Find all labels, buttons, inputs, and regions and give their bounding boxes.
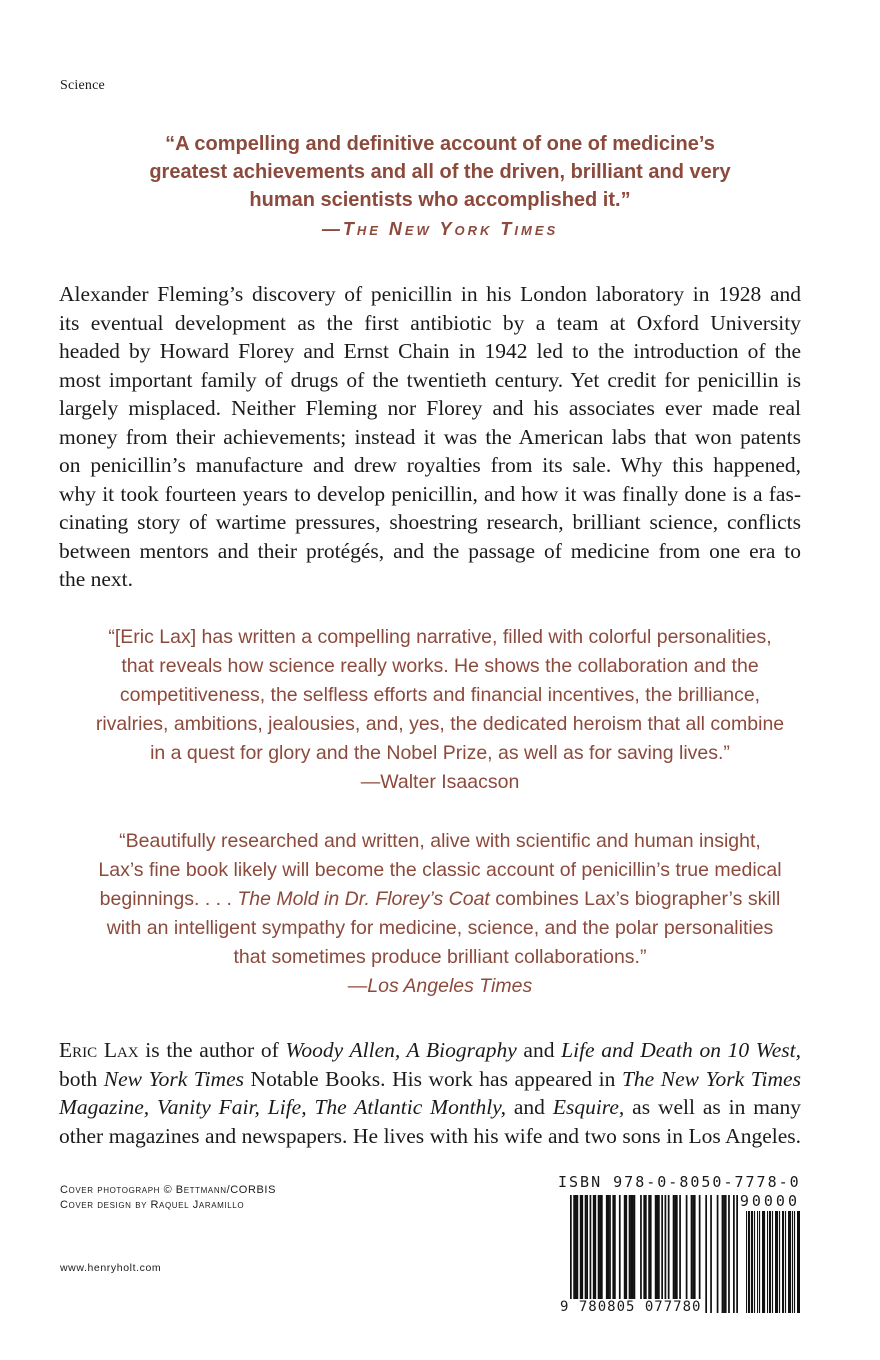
addon-bar: [789, 1211, 790, 1313]
ean-bar: [658, 1195, 660, 1313]
addon-bar: [790, 1211, 791, 1313]
author-name: Eric Lax: [59, 1038, 139, 1062]
top-quote-line: “A compelling and definitive account of one of medicine’s: [165, 133, 715, 155]
ean-bar: [614, 1195, 616, 1313]
ean-bar: [728, 1195, 730, 1313]
addon-bar: [746, 1211, 747, 1313]
ean-bar: [661, 1195, 663, 1313]
addon-bar: [748, 1211, 749, 1313]
ean-bar: [686, 1195, 688, 1313]
blurb-line: its eventual development as the first antibiotic by a team at Oxford University: [59, 310, 801, 335]
ean-bar: [673, 1195, 675, 1313]
book-title: The Mold in Dr. Florey’s Coat: [237, 888, 490, 910]
ean-bar: [692, 1195, 694, 1313]
ean-bar: [624, 1195, 626, 1313]
addon-bar: [788, 1211, 789, 1313]
ean-bar: [733, 1195, 735, 1313]
quote-line: in a quest for glory and the Nobel Prize, as well as for saving lives.”: [150, 742, 730, 764]
addon-bar: [799, 1211, 800, 1313]
quote-attribution: —Los Angeles Times: [347, 975, 533, 997]
quote-la-times: [40, 830, 840, 1010]
bio-line: Magazine, Vanity Fair, Life, The Atlantic Monthly, and Esquire, as well as in many: [59, 1095, 802, 1119]
ean-bar: [725, 1195, 727, 1313]
quote-line: with an intelligent sympathy for medicine, science, and the polar personalities: [106, 917, 774, 939]
ean-bar: [619, 1195, 621, 1313]
ean-bar: [640, 1195, 642, 1313]
quote-isaacson: [40, 626, 840, 806]
blurb-line: money from their achievements; instead it was the American labs that won patents: [59, 424, 801, 449]
addon-bar: [783, 1211, 784, 1313]
addon-bar: [754, 1211, 755, 1313]
blurb-line: on penicillin’s manufacture and drew royalties from its sale. Why this happened,: [59, 453, 801, 477]
ean-bar: [570, 1195, 572, 1313]
ean-bar: [674, 1195, 676, 1313]
addon-bar: [782, 1211, 783, 1313]
ean-bar: [625, 1195, 627, 1313]
addon-bar: [759, 1211, 760, 1313]
addon-bar: [757, 1211, 758, 1313]
ean-bar: [577, 1195, 579, 1313]
barcode-bars: [558, 1173, 800, 1318]
addon-bar: [767, 1211, 768, 1313]
ean-bar: [575, 1195, 577, 1313]
barcode: [558, 1173, 800, 1318]
ean-bar: [655, 1195, 657, 1313]
ean-bar: [630, 1195, 632, 1313]
ean-bar: [665, 1195, 667, 1313]
category-label: Science: [60, 78, 105, 93]
ean-bar: [599, 1195, 601, 1313]
addon-bar: [777, 1211, 778, 1313]
blurb-line: most important family of drugs of the twentieth century. Yet credit for penicillin is: [59, 367, 801, 392]
ean-bar: [590, 1195, 592, 1313]
author-bio: [59, 1038, 801, 1158]
blurb-line: why it took fourteen years to develop penicillin, and how it was finally done is a fas-: [59, 481, 801, 506]
ean-bar: [601, 1195, 603, 1313]
addon-bar: [797, 1211, 798, 1313]
blurb-line: Alexander Fleming’s discovery of penicillin in his London laboratory in 1928 and: [59, 282, 801, 306]
bio-line: Eric Lax is the author of Woody Allen, A Biography and Life and Death on 10 West,: [59, 1038, 801, 1062]
ean-bar: [676, 1195, 678, 1313]
design-credit: Cover design by Raquel Jaramillo: [60, 1199, 245, 1211]
quote-line: “[Eric Lax] has written a compelling narrative, filled with colorful personalities,: [108, 626, 772, 648]
ean-bar: [580, 1195, 582, 1313]
ean-digits: 9 780805 077780: [560, 1299, 702, 1315]
ean-bar: [629, 1195, 631, 1313]
addon-bar: [772, 1211, 773, 1313]
photo-credit: Cover photograph © Bettmann/CORBIS: [60, 1184, 277, 1196]
ean-bar: [650, 1195, 652, 1313]
quote-attribution: —Walter Isaacson: [360, 771, 520, 793]
ean-bar: [679, 1195, 681, 1313]
addon-bar: [775, 1211, 776, 1313]
ean-bar: [736, 1195, 738, 1313]
ean-bar: [581, 1195, 583, 1313]
ean-bar: [717, 1195, 719, 1313]
ean-bar: [723, 1195, 725, 1313]
quote-line: beginnings. . . . The Mold in Dr. Florey’s Coat combines Lax’s biographer’s skill: [99, 888, 781, 910]
blurb-line: cinating story of wartime pressures, shoestring research, brilliant science, conflicts: [59, 510, 801, 534]
top-quote-line: human scientists who accomplished it.”: [249, 189, 631, 211]
blurb-line: headed by Howard Florey and Ernst Chain in 1942 led to the introduction of the: [59, 339, 801, 363]
top-quote: [70, 134, 810, 244]
addon-bar: [751, 1211, 752, 1313]
ean-bar: [634, 1195, 636, 1313]
ean-bar: [694, 1195, 696, 1313]
quote-line: competitiveness, the selfless efforts and financial incentives, the brilliance,: [119, 684, 761, 706]
isbn-text: ISBN 978-0-8050-7778-0: [558, 1173, 801, 1191]
top-quote-attribution: —The New York Times: [321, 219, 559, 239]
quote-line: Lax’s fine book likely will become the classic account of penicillin’s true medical: [98, 859, 782, 881]
ean-bar: [668, 1195, 670, 1313]
addon-bar: [792, 1211, 793, 1313]
addon-bar: [752, 1211, 753, 1313]
publisher-website: www.henryholt.com: [60, 1262, 162, 1274]
price-code: 90000: [739, 1192, 800, 1210]
ean-bar: [699, 1195, 701, 1313]
ean-bar: [691, 1195, 693, 1313]
blurb-line: largely misplaced. Neither Fleming nor Florey and his associates ever made real: [59, 396, 801, 420]
ean-bar: [632, 1195, 634, 1313]
ean-bar: [643, 1195, 645, 1313]
ean-bar: [593, 1195, 595, 1313]
addon-bar: [764, 1211, 765, 1313]
addon-bar: [769, 1211, 770, 1313]
quote-line: rivalries, ambitions, jealousies, and, yes, the dedicated heroism that all combine: [95, 713, 785, 735]
ean-bar: [606, 1195, 608, 1313]
quote-line: that sometimes produce brilliant collaborations.”: [233, 946, 647, 968]
ean-bar: [722, 1195, 724, 1313]
blurb-line: the next.: [59, 567, 134, 591]
ean-bar: [710, 1195, 712, 1313]
ean-bar: [648, 1195, 650, 1313]
ean-bar: [607, 1195, 609, 1313]
ean-bar: [594, 1195, 596, 1313]
top-quote-line: greatest achievements and all of the driven, brilliant and very: [149, 161, 731, 183]
addon-bar: [776, 1211, 777, 1313]
addon-bar: [770, 1211, 771, 1313]
addon-bar: [779, 1211, 780, 1313]
addon-bar: [785, 1211, 786, 1313]
ean-bar: [705, 1195, 707, 1313]
bio-line: both New York Times Notable Books. His work has appeared in The New York Times: [59, 1066, 801, 1091]
ean-bar: [573, 1195, 575, 1313]
ean-bar: [645, 1195, 647, 1313]
ean-bar: [586, 1195, 588, 1313]
blurb-line: between mentors and their protégés, and the passage of medicine from one era to: [59, 538, 801, 563]
ean-bar: [612, 1195, 614, 1313]
book-blurb: [59, 282, 801, 592]
addon-bar: [763, 1211, 764, 1313]
ean-bar: [609, 1195, 611, 1313]
addon-bar: [798, 1211, 799, 1313]
quote-line: that reveals how science really works. He shows the collaboration and the: [121, 655, 759, 677]
ean-bar: [585, 1195, 587, 1313]
bio-line: other magazines and newspapers. He lives with his wife and two sons in Los Angeles.: [59, 1123, 801, 1148]
ean-bar: [656, 1195, 658, 1313]
addon-bar: [762, 1211, 763, 1313]
addon-bar: [749, 1211, 750, 1313]
quote-line: “Beautifully researched and written, alive with scientific and human insight,: [119, 830, 761, 852]
addon-bar: [794, 1211, 795, 1313]
ean-bar: [598, 1195, 600, 1313]
